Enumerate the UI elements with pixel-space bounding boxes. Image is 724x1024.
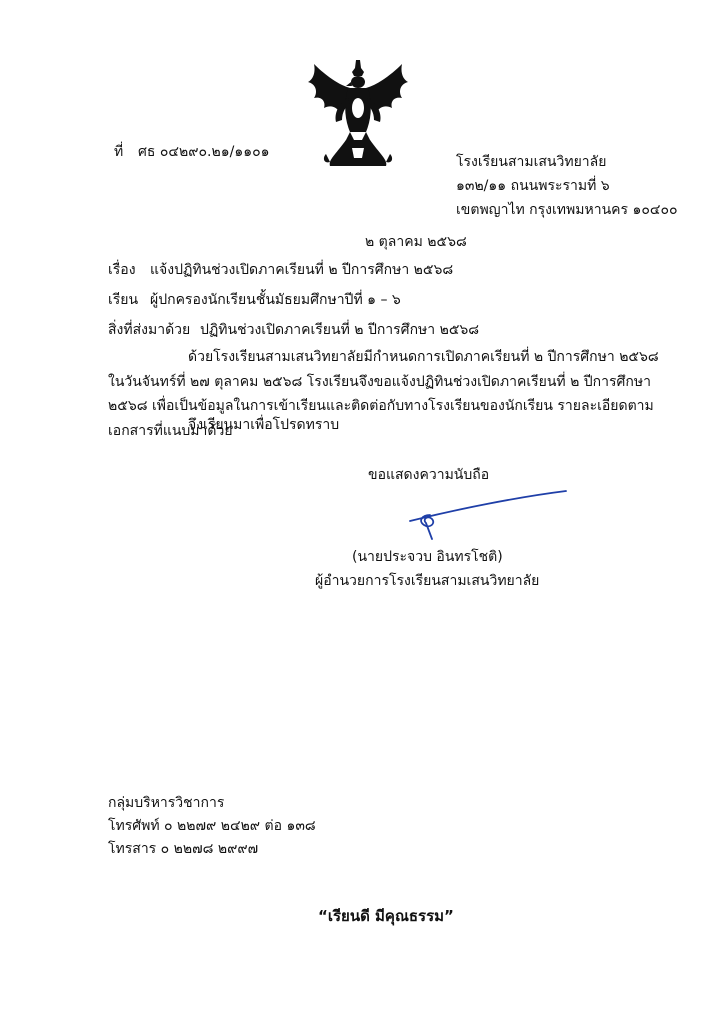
fax-number: โทรสาร ๐ ๒๒๗๘ ๒๙๙๗ [108,841,259,857]
address-line-1: ๑๓๒/๑๑ ถนนพระรามที่ ๖ [456,178,610,194]
phone-number: โทรศัพท์ ๐ ๒๒๗๙ ๒๔๒๙ ต่อ ๑๓๘ [108,818,316,834]
closing-sentence: จึงเรียนมาเพื่อโปรดทราบ [188,417,340,433]
recipient-label: เรียน [108,292,139,308]
body-paragraph-text: ด้วยโรงเรียนสามเสนวิทยาลัยมีกำหนดการเปิดภาคเรียนที่ ๒ ปีการศึกษา ๒๕๖๘ ในวันจันทร์ที่ ๒๗ ตุลาคม ๒๕๖๘ โรงเรียนจึงขอแจ้งปฏิทินช่วงเปิดภาคเรียนที่ ๒ ปีการศึกษา ๒๕๖๘ เพื่อเป็นข้อมูลในการเข้าเรียนและติดต่อกับทางโรงเรียนของนักเรียน รายละเอียดตามเอกสารที่แนบมาด้วย [108,349,659,439]
enclosure-label: สิ่งที่ส่งมาด้วย [108,322,191,338]
letter-date: ๒ ตุลาคม ๒๕๖๘ [365,234,467,250]
signer-title: ผู้อำนวยการโรงเรียนสามเสนวิทยาลัย [315,573,540,589]
recipient-text: ผู้ปกครองนักเรียนชั้นมัธยมศึกษาปีที่ ๑ – ๖ [150,292,401,308]
enclosure-text: ปฏิทินช่วงเปิดภาคเรียนที่ ๒ ปีการศึกษา ๒๕๖๘ [200,322,480,338]
subject-label: เรื่อง [108,262,136,278]
reference-label: ที่ [114,144,124,160]
complimentary-close: ขอแสดงความนับถือ [368,467,490,483]
school-name: โรงเรียนสามเสนวิทยาลัย [456,154,607,170]
signer-name: (นายประจวบ อินทรโชติ) [352,549,503,565]
subject-text: แจ้งปฏิทินช่วงเปิดภาคเรียนที่ ๒ ปีการศึกษา ๒๕๖๘ [150,262,454,278]
reference-number: ศธ ๐๔๒๙๐.๒๑/๑๑๐๑ [138,144,270,160]
signature-image [408,485,568,540]
address-line-2: เขตพญาไท กรุงเทพมหานคร ๑๐๔๐๐ [456,202,678,218]
school-motto: “เรียนดี มีคุณธรรม” [318,907,454,925]
department-name: กลุ่มบริหารวิชาการ [108,795,225,811]
garuda-emblem-icon [306,58,410,170]
